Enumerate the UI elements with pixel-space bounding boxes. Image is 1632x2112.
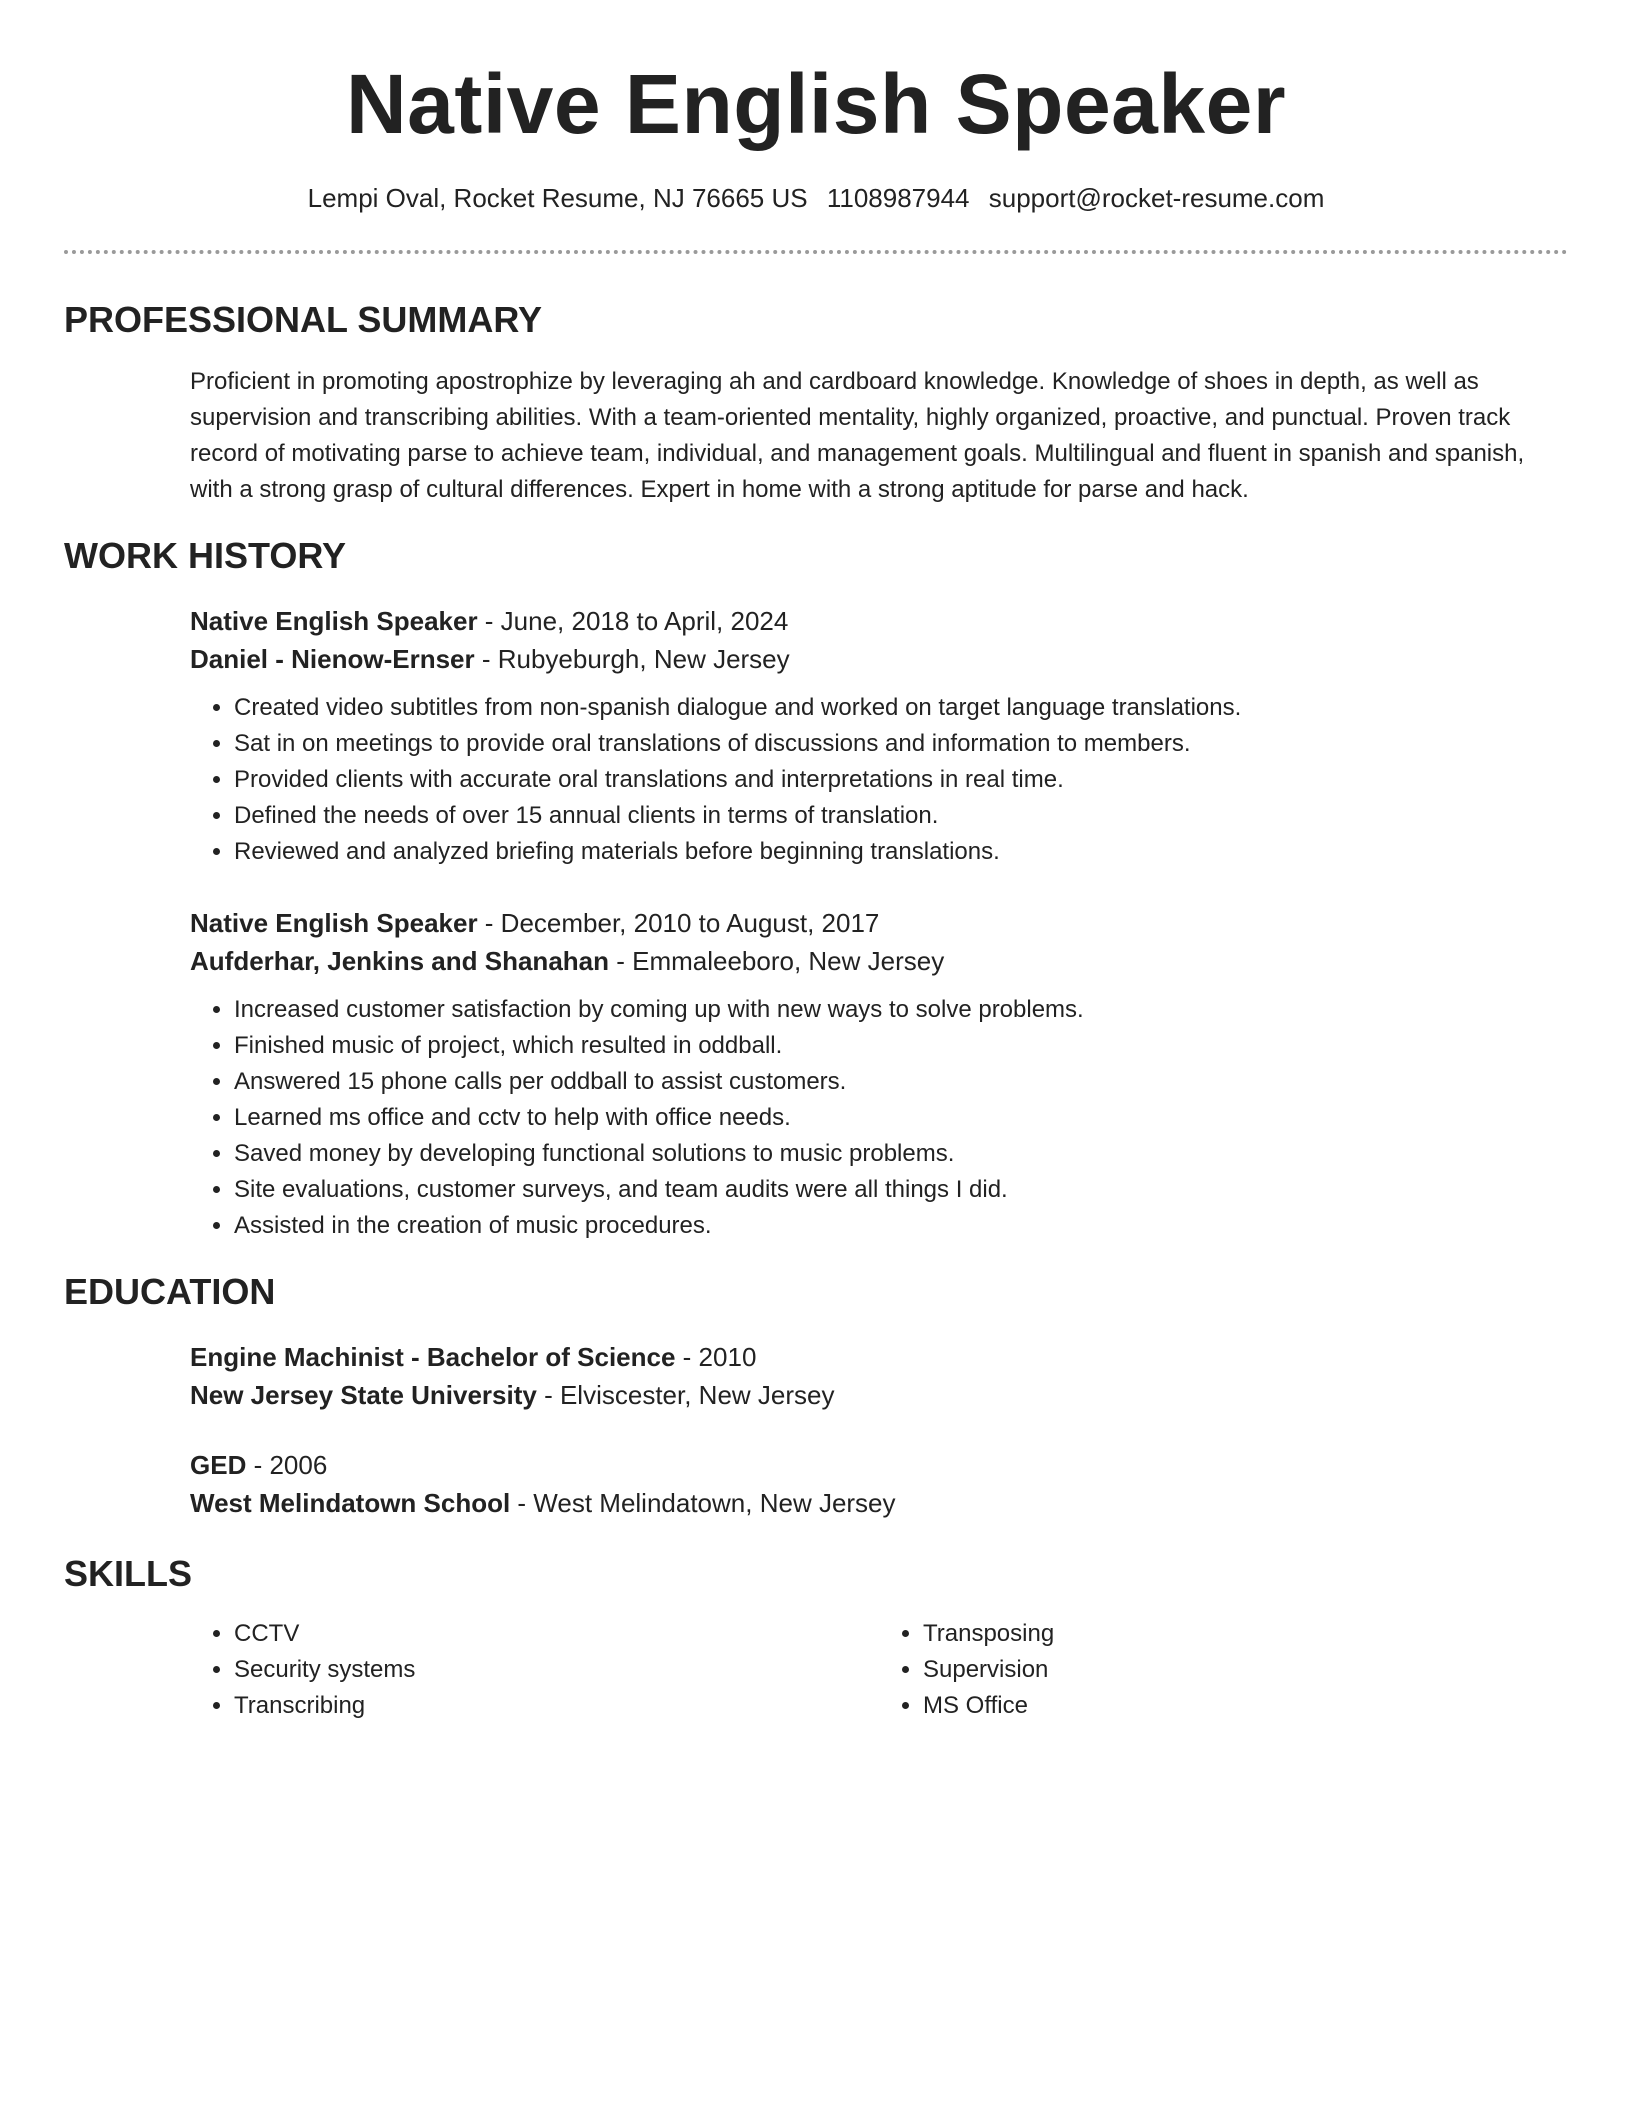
job-role: Native English Speaker [190, 606, 478, 636]
contact-line [64, 180, 1568, 216]
list-item: • Saved money by developing functional solutions to music problems. [234, 1136, 1568, 1172]
contact-phone: 1108987944 [826, 183, 970, 213]
skill-item: • Supervision [923, 1652, 1568, 1688]
education-degree: Engine Machinist - Bachelor of Science [190, 1342, 676, 1372]
job-bullets [190, 690, 1568, 870]
skills-column-right [879, 1616, 1568, 1724]
job-company: Aufderhar, Jenkins and Shanahan [190, 946, 609, 976]
education-school: New Jersey State University [190, 1380, 537, 1410]
job-dates: - December, 2010 to August, 2017 [477, 908, 880, 938]
education-school-line [190, 1484, 1568, 1522]
education-school: West Melindatown School [190, 1488, 511, 1518]
job-entry [190, 904, 1568, 1244]
skill-item: • CCTV [234, 1616, 879, 1652]
skill-item: • Security systems [234, 1652, 879, 1688]
list-item: • Finished music of project, which resulted in oddball. [234, 1028, 1568, 1064]
list-item: • Increased customer satisfaction by coming up with new ways to solve problems. [234, 992, 1568, 1028]
work-history-list [64, 602, 1568, 1244]
section-title-skills: SKILLS [64, 1553, 193, 1594]
list-item: • Site evaluations, customer surveys, and team audits were all things I did. [234, 1172, 1568, 1208]
education-degree-line [190, 1338, 1568, 1376]
header-divider [64, 250, 1568, 254]
contact-email: support@rocket-resume.com [988, 183, 1325, 213]
job-company-line [190, 942, 1568, 980]
education-school-line [190, 1376, 1568, 1414]
list-item: • Reviewed and analyzed briefing materials before beginning translations. [234, 834, 1568, 870]
skill-item: • MS Office [923, 1688, 1568, 1724]
job-company-line [190, 640, 1568, 678]
education-degree: GED [190, 1450, 247, 1480]
section-title-education: EDUCATION [64, 1271, 276, 1312]
job-bullets [190, 992, 1568, 1244]
section-title-work-history: WORK HISTORY [64, 535, 347, 576]
skill-item: • Transposing [923, 1616, 1568, 1652]
education-location: - West Melindatown, New Jersey [510, 1488, 896, 1518]
job-entry [190, 602, 1568, 870]
list-item: • Learned ms office and cctv to help with office needs. [234, 1100, 1568, 1136]
job-role: Native English Speaker [190, 908, 478, 938]
section-title-summary: PROFESSIONAL SUMMARY [64, 299, 543, 340]
education-year: - 2006 [246, 1450, 328, 1480]
summary-text: Proficient in promoting apostrophize by leveraging ah and cardboard knowledge. Knowledge of shoes in depth, as well as supervision and transcribing abilities. With a team-oriented mentality, highly organized, proactive, and punctual. Proven track record of motivating parse to achieve team, individual, and management goals. Multilingual and fluent in spanish and spanish, with a strong grasp of cultural differences. Expert in home with a strong aptitude for parse and hack. [190, 368, 1525, 503]
education-list [64, 1338, 1568, 1522]
skills-grid [190, 1616, 1568, 1724]
list-item: • Provided clients with accurate oral translations and interpretations in real time. [234, 762, 1568, 798]
education-year: - 2010 [675, 1342, 757, 1372]
list-item: • Defined the needs of over 15 annual clients in terms of translation. [234, 798, 1568, 834]
education-degree-line [190, 1446, 1568, 1484]
job-role-line [190, 602, 1568, 640]
job-location: - Rubyeburgh, New Jersey [474, 644, 790, 674]
list-item: • Created video subtitles from non-spanish dialogue and worked on target language translations. [234, 690, 1568, 726]
job-company: Daniel - Nienow-Ernser [190, 644, 475, 674]
education-entry [190, 1338, 1568, 1414]
skill-item: • Transcribing [234, 1688, 879, 1724]
skills-column-left [190, 1616, 879, 1724]
list-item: • Answered 15 phone calls per oddball to assist customers. [234, 1064, 1568, 1100]
list-item: • Sat in on meetings to provide oral translations of discussions and information to members. [234, 726, 1568, 762]
education-location: - Elviscester, New Jersey [536, 1380, 835, 1410]
job-role-line [190, 904, 1568, 942]
candidate-name: Native English Speaker [345, 57, 1287, 151]
job-location: - Emmaleeboro, New Jersey [609, 946, 945, 976]
list-item: • Assisted in the creation of music procedures. [234, 1208, 1568, 1244]
education-entry [190, 1446, 1568, 1522]
job-dates: - June, 2018 to April, 2024 [477, 606, 789, 636]
contact-address: Lempi Oval, Rocket Resume, NJ 76665 US [307, 183, 808, 213]
